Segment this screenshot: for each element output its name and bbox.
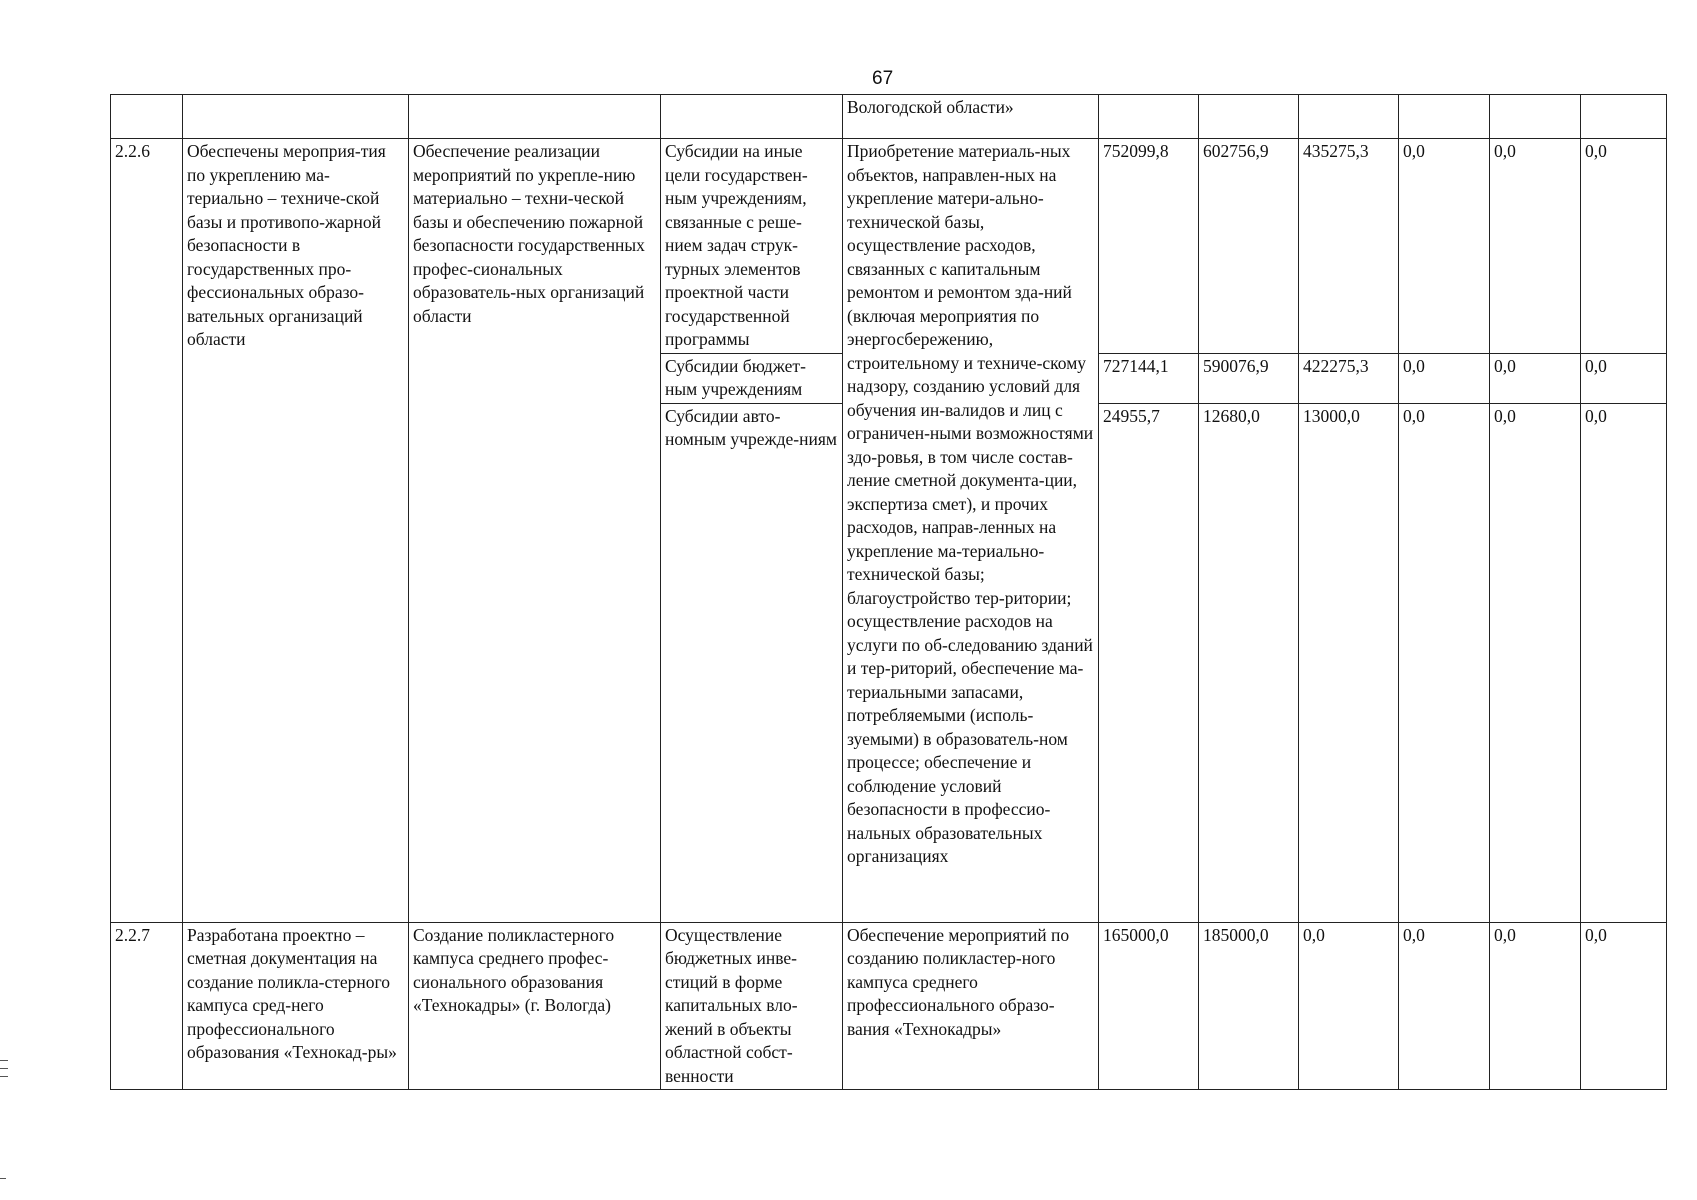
cell-value	[1199, 95, 1299, 139]
row-value: 0,0	[1581, 403, 1667, 922]
cell-event	[409, 95, 661, 139]
row-value: 0,0	[1581, 353, 1667, 403]
row-result: Обеспечены мероприя-тия по укреплению ма-териально – техниче-ской базы и противопо-жарной безопасности в государственных про-фессиональных образо-вательных организаций области	[183, 139, 409, 923]
row-value: 0,0	[1490, 922, 1581, 1090]
row-value: 24955,7	[1099, 403, 1199, 922]
table-row-2-2-7	[111, 922, 1667, 1090]
cell-value	[1490, 95, 1581, 139]
row-value: 13000,0	[1299, 403, 1399, 922]
row-funding: Осуществление бюджетных инве-стиций в форме капитальных вло-жений в объекты областной собст-венности	[661, 922, 843, 1090]
scan-mark	[0, 1178, 6, 1179]
row-value: 185000,0	[1199, 922, 1299, 1090]
row-value: 0,0	[1399, 922, 1490, 1090]
row-value: 590076,9	[1199, 353, 1299, 403]
row-value: 0,0	[1490, 139, 1581, 354]
row-funding: Субсидии бюджет-ным учреждениям	[661, 353, 843, 403]
scan-mark	[0, 1068, 8, 1069]
row-value: 727144,1	[1099, 353, 1199, 403]
page-number: 67	[872, 68, 894, 89]
table-row-2-2-6	[111, 139, 1667, 354]
row-value: 165000,0	[1099, 922, 1199, 1090]
scan-mark	[0, 1076, 8, 1077]
budget-table	[110, 94, 1667, 1090]
row-event: Обеспечение реализации мероприятий по укрепле-нию материально – техни-ческой базы и обеспечению пожарной безопасности государственных профес-сиональных образователь-ных организаций области	[409, 139, 661, 923]
row-code: 2.2.7	[111, 922, 183, 1090]
row-result: Разработана проектно – сметная документация на создание поликла-стерного кампуса сред-него профессионального образования «Технокад-ры»	[183, 922, 409, 1090]
row-value: 0,0	[1399, 403, 1490, 922]
row-value: 0,0	[1399, 353, 1490, 403]
scan-mark	[0, 1060, 8, 1061]
row-description: Приобретение материаль-ных объектов, направлен-ных на укрепление матери-ально-технической базы, осуществление расходов, связанных с капитальным ремонтом и ремонтом зда-ний (включая мероприятия по энергосбережению, строительному и техниче-скому надзору, созданию условий для обучения ин-валидов и лиц с ограничен-ными возможностями здо-ровья, в том числе состав-ление сметной документа-ции, экспертиза смет), и прочих расходов, направ-ленных на укрепление ма-териально-технической базы; благоустройство тер-ритории; осуществление расходов на услуги по об-следованию зданий и тер-риторий, обеспечение ма-териальными запасами, потребляемыми (исполь-зуемыми) в образователь-ном процессе; обеспечение и соблюдение условий безопасности в профессио-нальных образовательных организациях	[843, 139, 1099, 923]
row-event: Создание поликластерного кампуса среднего профес-сионального образования «Технокадры» (г. Вологда)	[409, 922, 661, 1090]
row-value: 602756,9	[1199, 139, 1299, 354]
row-funding: Субсидии на иные цели государствен-ным учреждениям, связанные с реше-нием задач струк-турных элементов проектной части государственной программы	[661, 139, 843, 354]
cell-result	[183, 95, 409, 139]
row-value: 0,0	[1490, 403, 1581, 922]
row-value: 435275,3	[1299, 139, 1399, 354]
row-value: 0,0	[1490, 353, 1581, 403]
cell-value	[1099, 95, 1199, 139]
row-value: 0,0	[1299, 922, 1399, 1090]
cell-funding	[661, 95, 843, 139]
cell-value	[1399, 95, 1490, 139]
row-value: 752099,8	[1099, 139, 1199, 354]
row-value: 0,0	[1581, 139, 1667, 354]
continuation-row	[111, 95, 1667, 139]
cell-code	[111, 95, 183, 139]
row-funding: Субсидии авто-номным учрежде-ниям	[661, 403, 843, 922]
row-value: 0,0	[1581, 922, 1667, 1090]
row-value: 422275,3	[1299, 353, 1399, 403]
cell-value	[1581, 95, 1667, 139]
row-description: Обеспечение мероприятий по созданию поликластер-ного кампуса среднего профессионального образо-вания «Технокадры»	[843, 922, 1099, 1090]
row-value: 0,0	[1399, 139, 1490, 354]
row-value: 12680,0	[1199, 403, 1299, 922]
cell-value	[1299, 95, 1399, 139]
row-code: 2.2.6	[111, 139, 183, 923]
cell-continuation-text: Вологодской области»	[843, 95, 1099, 139]
